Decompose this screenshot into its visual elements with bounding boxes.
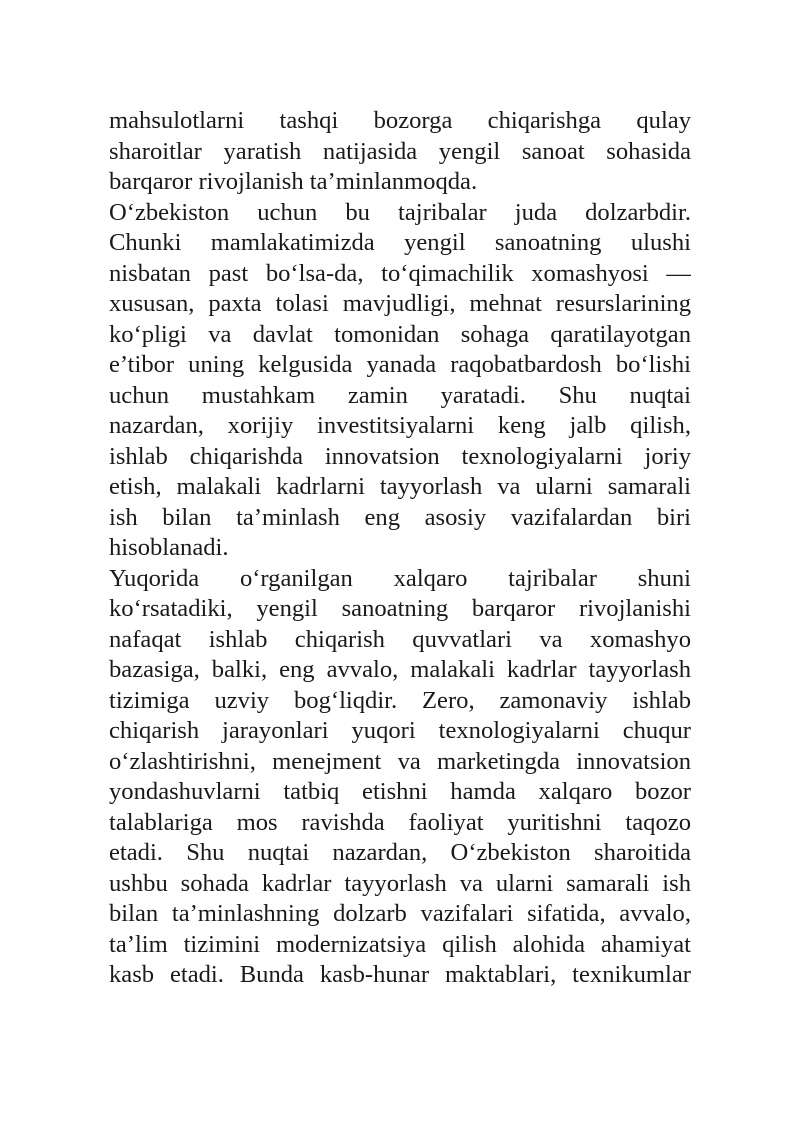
text-line: talablariga mos ravishda faoliyat yuritishni taqozo xyxy=(109,808,691,836)
text-line: ish bilan ta’minlash eng asosiy vazifalardan biri xyxy=(109,503,691,531)
text-line: etish, malakali kadrlarni tayyorlash va ularni samarali xyxy=(109,473,691,500)
text-line: kasb etadi. Bunda kasb-hunar maktablari, texnikumlar xyxy=(109,961,691,988)
text-line: etadi. Shu nuqtai nazardan, O‘zbekiston sharoitida xyxy=(109,839,691,866)
text-line: bazasiga, balki, eng avvalo, malakali kadrlar tayyorlash xyxy=(109,656,691,683)
text-line: ishlab chiqarishda innovatsion texnologiyalarni joriy xyxy=(109,442,691,470)
text-line: nisbatan past bo‘lsa-da, to‘qimachilik xomashyosi — xyxy=(109,259,691,287)
text-line: mahsulotlarni tashqi bozorga chiqarishga qulay xyxy=(109,107,691,134)
text-line: Chunki mamlakatimizda yengil sanoatning ulushi xyxy=(109,229,691,256)
text-line: chiqarish jarayonlari yuqori texnologiyalarni chuqur xyxy=(109,717,691,744)
text-line: nazardan, xorijiy investitsiyalarni keng jalb qilish, xyxy=(109,412,691,439)
paragraph-2 xyxy=(109,198,691,564)
text-line: ushbu sohada kadrlar tayyorlash va ularni samarali ish xyxy=(109,869,691,897)
text-line: barqaror rivojlanish ta’minlanmoqda. xyxy=(109,168,478,195)
paragraph-1 xyxy=(109,106,691,198)
page-body-text xyxy=(109,106,691,991)
text-line: o‘zlashtirishni, menejment va marketingda innovatsion xyxy=(109,747,691,775)
text-line: ta’lim tizimini modernizatsiya qilish alohida ahamiyat xyxy=(109,930,691,958)
text-line: xususan, paxta tolasi mavjudligi, mehnat resurslarining xyxy=(109,290,691,317)
text-line: nafaqat ishlab chiqarish quvvatlari va xomashyo xyxy=(109,625,691,653)
text-line: e’tibor uning kelgusida yanada raqobatbardosh bo‘lishi xyxy=(109,351,691,378)
text-line: tizimiga uzviy bog‘liqdir. Zero, zamonaviy ishlab xyxy=(109,686,691,714)
text-line: ko‘rsatadiki, yengil sanoatning barqaror rivojlanishi xyxy=(109,595,691,622)
text-line: ko‘pligi va davlat tomonidan sohaga qaratilayotgan xyxy=(109,320,691,348)
text-line: hisoblanadi. xyxy=(109,534,229,561)
text-line: sharoitlar yaratish natijasida yengil sanoat sohasida xyxy=(109,137,691,165)
text-line: bilan ta’minlashning dolzarb vazifalari sifatida, avvalo, xyxy=(109,900,691,927)
text-line: uchun mustahkam zamin yaratadi. Shu nuqtai xyxy=(109,381,691,409)
text-line: yondashuvlarni tatbiq etishni hamda xalqaro bozor xyxy=(109,778,691,805)
text-line: O‘zbekiston uchun bu tajribalar juda dolzarbdir. xyxy=(109,198,691,226)
text-line: Yuqorida o‘rganilgan xalqaro tajribalar shuni xyxy=(109,564,691,592)
paragraph-3 xyxy=(109,564,691,991)
